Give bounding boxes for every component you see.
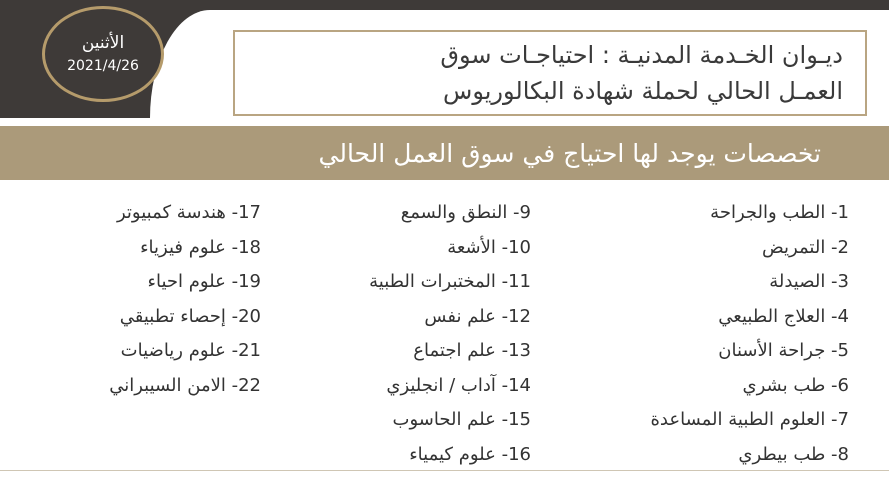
list-item: 14- آداب / انجليزي [386,374,531,396]
list-item: 21- علوم رياضيات [120,340,261,361]
list-item: 13- علم اجتماع [413,340,531,361]
date-day: الأثنين [81,33,125,53]
list-item: 12- علم نفس [424,305,531,327]
list-item: 5- جراحة الأسنان [718,340,849,361]
page-title-line-2: العمـل الحالي لحملة شهادة البكالوريوس [443,77,843,105]
list-item: 1- الطب والجراحة [710,202,849,223]
date-badge [42,6,164,102]
specializations-column-1 [579,196,849,472]
list-item: 22- الامن السيبراني [109,374,261,396]
section-banner [0,126,889,180]
list-item: 3- الصيدلة [769,271,849,292]
list-item: 19- علوم احياء [147,271,261,292]
list-item: 20- إحصاء تطبيقي [119,305,261,327]
list-item: 17- هندسة كمبيوتر [116,202,261,223]
list-item: 15- علم الحاسوب [392,409,531,430]
list-item: 2- التمريض [762,236,849,258]
section-heading: تخصصات يوجد لها احتياج في سوق العمل الحالي [318,138,821,168]
list-item: 11- المختبرات الطبية [369,271,531,292]
list-item: 9- النطق والسمع [400,202,531,223]
list-item: 18- علوم فيزياء [140,236,261,258]
divider [0,470,889,471]
list-item: 4- العلاج الطبيعي [718,305,849,327]
list-item: 7- العلوم الطبية المساعدة [650,409,849,430]
date-value: 2021/4/26 [67,58,139,74]
title-box [233,30,867,116]
page-title-line-1: ديـوان الخـدمة المدنيـة : احتياجـات سوق [440,41,843,69]
list-item: 10- الأشعة [447,236,531,258]
list-item: 6- طب بشري [742,374,849,396]
list-item: 16- علوم كيمياء [409,443,531,465]
list-item: 8- طب بيطري [738,443,849,465]
specializations-column-3 [11,196,261,403]
specializations-column-2 [311,196,531,472]
